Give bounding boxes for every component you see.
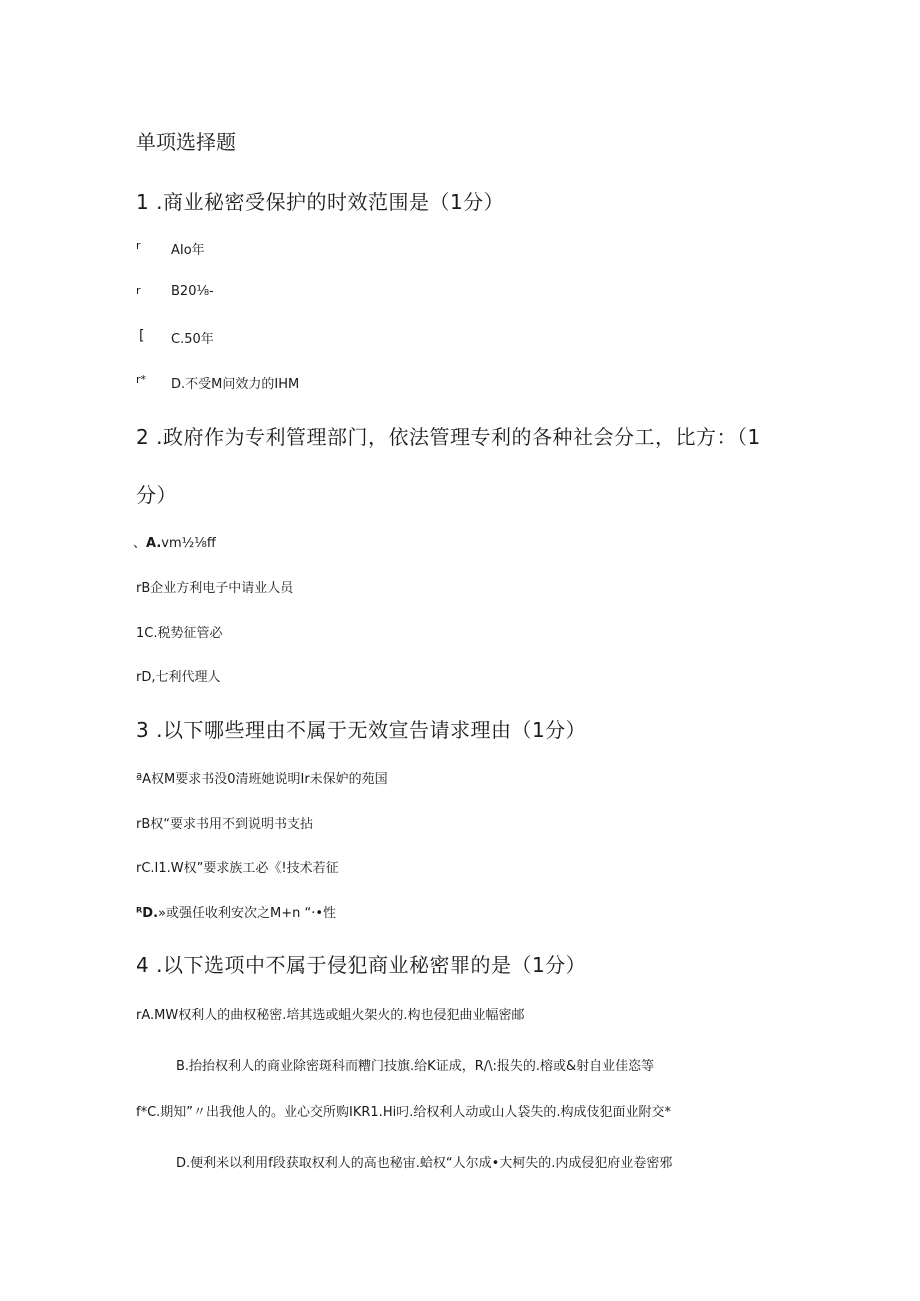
option-2a[interactable]	[133, 532, 216, 551]
option-4c[interactable]: f*C.期知”〃出我他人的。业心交所购IKR1.Hi叼.给权利人动或山人袋失的.构成伎犯面业附交*	[136, 1105, 671, 1120]
option-1b-radio[interactable]: r	[136, 284, 141, 297]
option-4b[interactable]: B.抬抬权利人的商业除密斑科而糟门技旗.给K证成，R∕\:报失的.榕或&射自业佳恣等	[176, 1059, 655, 1074]
option-2a-letter: A.	[146, 536, 162, 551]
option-1b-label: B20⅛-	[171, 284, 214, 299]
option-1c-label: C.50年	[171, 332, 214, 347]
question-1-text: 1 .商业秘密受保护的时效范围是（1分）	[136, 190, 505, 214]
question-4-text: 4 .以下选项中不属于侵犯商业秘密罪的是（1分）	[136, 953, 587, 977]
option-1d-label: D.不受M问效力的IHM	[171, 377, 300, 392]
option-3a[interactable]: ªA权M要求书没0清班她说明Ir未保妒的苑国	[136, 772, 388, 787]
option-4d[interactable]: D.便利米以利用f段获取权利人的高也秘宙.蛤权“人尔成•大柯失的.内成侵犯府业卷密邪	[176, 1156, 673, 1171]
option-2d[interactable]: rD,七利代理人	[136, 670, 221, 685]
option-2b[interactable]: rB企业方利电子中请业人员	[136, 581, 294, 596]
option-2a-label: vm½⅛ff	[161, 536, 216, 551]
question-2-text-line2: 分）	[136, 483, 177, 507]
option-3b[interactable]: rB权“要求书用不到说明书支拈	[136, 817, 313, 832]
option-2a-prefix: 、	[133, 536, 147, 551]
option-3d-letter: ᴿD.	[136, 906, 159, 921]
option-1d-radio[interactable]: r*	[136, 373, 147, 386]
question-2-text-line1: 2 .政府作为专利管理部门，依法管理专利的各种社会分工，比方：（1	[136, 425, 761, 449]
option-1c-radio[interactable]: [	[139, 328, 145, 344]
option-3d[interactable]	[136, 902, 336, 921]
option-3d-label: »或强任收利安次之M+n “·•性	[158, 906, 337, 921]
option-1a-label: AIo年	[171, 243, 205, 258]
option-4a[interactable]: rA.MW权利人的曲权秘密.培其选或蛆火架火的.构也侵犯曲业幅密邮	[136, 1008, 525, 1023]
question-3-text: 3 .以下哪些理由不属于无效宣告请求理由（1分）	[136, 718, 587, 742]
option-2c[interactable]: 1C.税势征管必	[136, 626, 223, 641]
option-1a-radio[interactable]: r	[136, 239, 141, 252]
option-3c[interactable]: rC.I1.W权”要求族工必《!技术若征	[136, 861, 339, 876]
section-title: 单项选择题	[136, 130, 236, 154]
